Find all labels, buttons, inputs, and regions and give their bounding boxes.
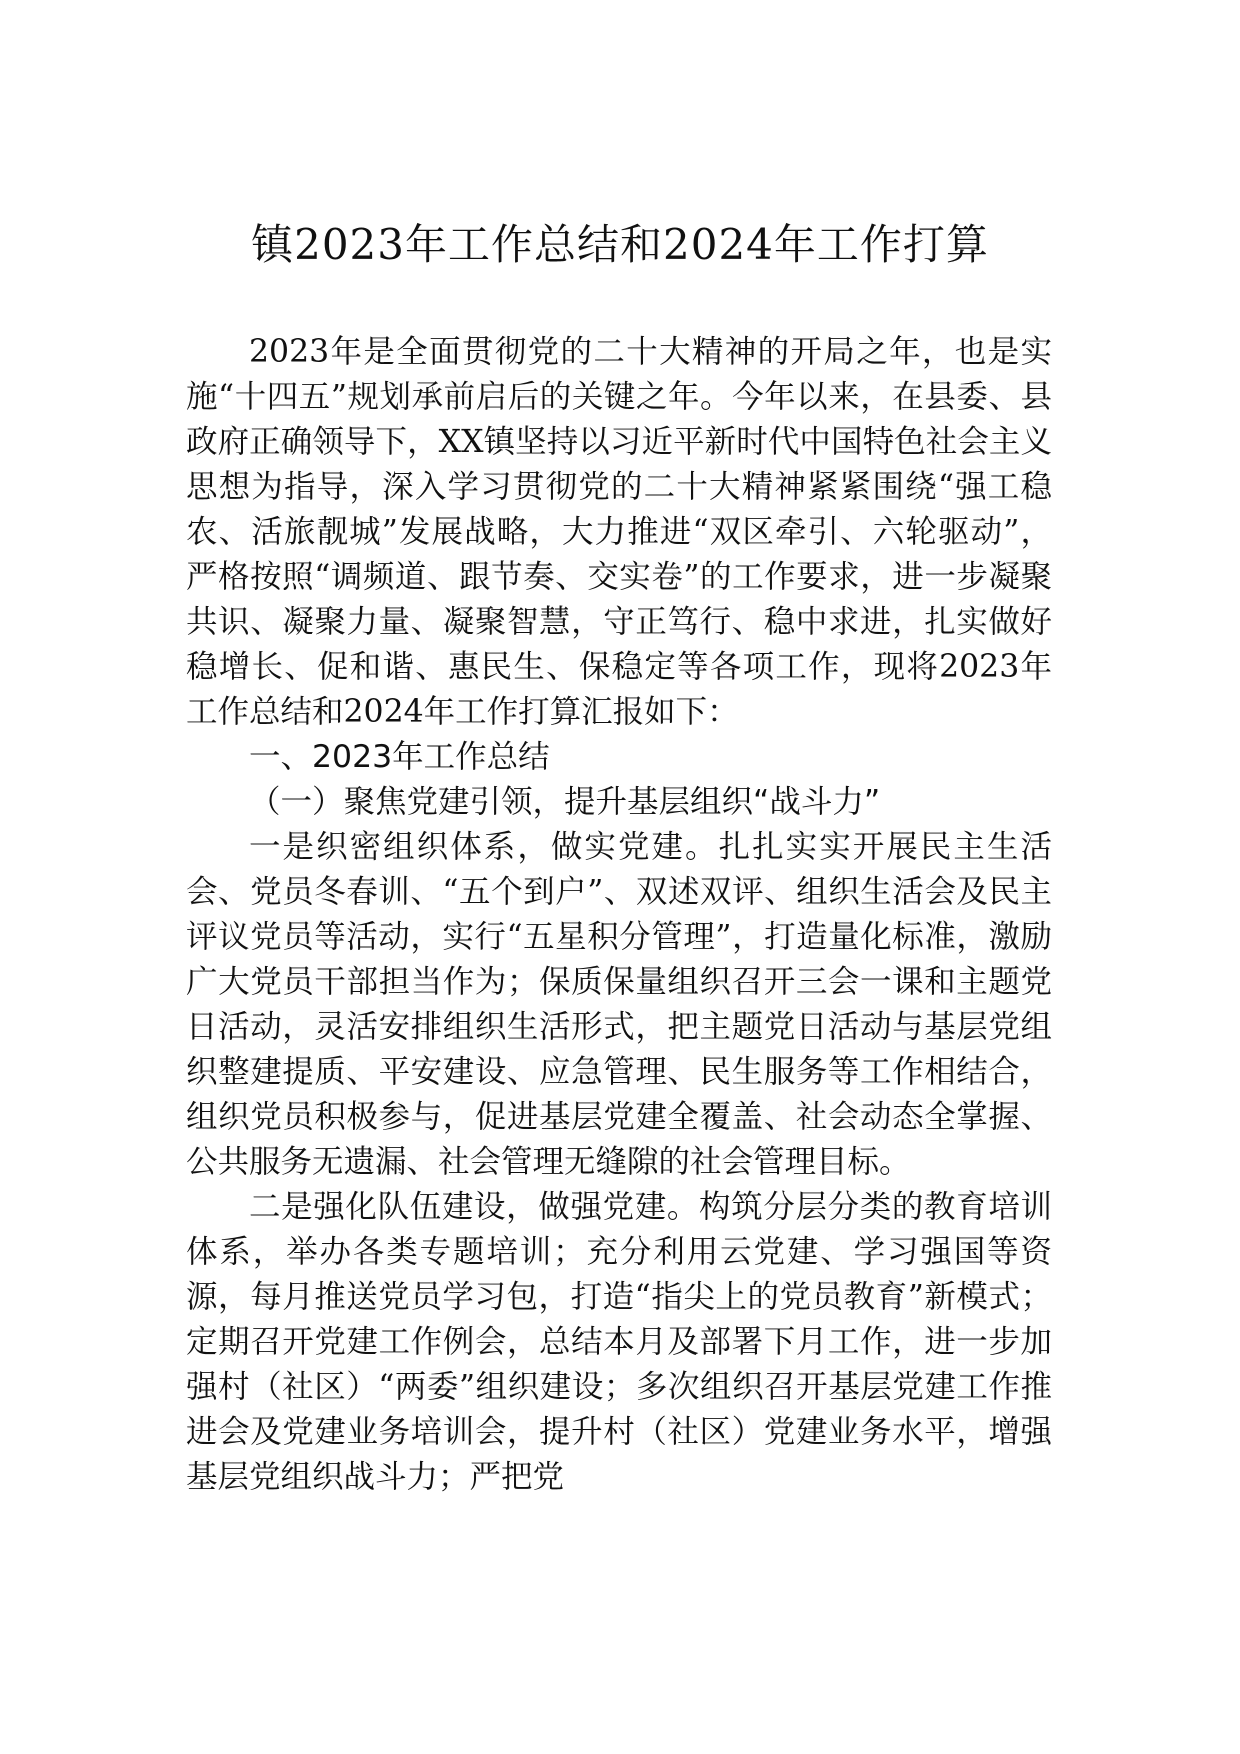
subsection-heading: （一）聚焦党建引领，提升基层组织“战斗力” (249, 784, 881, 820)
body-paragraph: 一是织密组织体系，做实党建。扎扎实实开展民主生活会、党员冬春训、“五个到户”、双述双评、组织生活会及民主评议党员等活动，实行“五星积分管理”，打造量化标准，激励广大党员干部担当作为；保质保量组织召开三会一课和主题党日活动，灵活安排组织生活形式，把主题党日活动与基层党组织整建提质、平安建设、应急管理、民生服务等工作相结合，组织党员积极参与，促进基层党建全覆盖、社会动态全掌握、公共服务无遗漏、社会管理无缝隙的社会管理目标。 (186, 829, 1052, 1180)
intro-paragraph: 2023年是全面贯彻党的二十大精神的开局之年，也是实施“十四五”规划承前启后的关键之年。今年以来，在县委、县政府正确领导下，XX镇坚持以习近平新时代中国特色社会主义思想为指导，深入学习贯彻党的二十大精神紧紧围绕“强工稳农、活旅靓城”发展战略，大力推进“双区牵引、六轮驱动”，严格按照“调频道、跟节奏、交实卷”的工作要求，进一步凝聚共识、凝聚力量、凝聚智慧，守正笃行、稳中求进，扎实做好稳增长、促和谐、惠民生、保稳定等各项工作，现将2023年工作总结和2024年工作打算汇报如下： (186, 334, 1052, 730)
document-title: 镇2023年工作总结和2024年工作打算 (251, 220, 989, 269)
body-paragraph: 二是强化队伍建设，做强党建。构筑分层分类的教育培训体系，举办各类专题培训；充分利用云党建、学习强国等资源，每月推送党员学习包，打造“指尖上的党员教育”新模式；定期召开党建工作例会，总结本月及部署下月工作，进一步加强村（社区）“两委”组织建设；多次组织召开基层党建工作推进会及党建业务培训会，提升村（社区）党建业务水平，增强基层党组织战斗力；严把党 (186, 1189, 1052, 1495)
document-body (186, 330, 1052, 1500)
section-heading: 一、2023年工作总结 (249, 739, 550, 775)
